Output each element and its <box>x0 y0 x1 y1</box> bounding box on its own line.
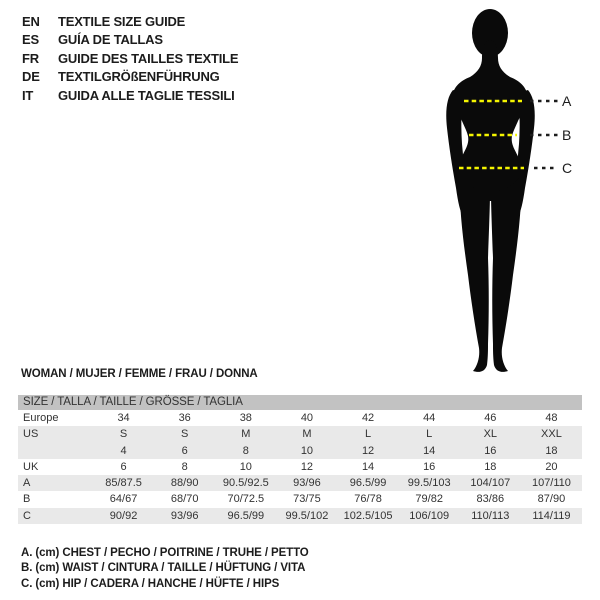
size-cell: 79/82 <box>415 493 443 506</box>
size-cell: 99.5/103 <box>407 477 451 490</box>
language-title: GUÍA DE TALLAS <box>58 32 163 48</box>
language-code: IT <box>22 87 34 103</box>
size-cell: 87/90 <box>537 493 566 506</box>
language-row <box>22 31 238 49</box>
table-row <box>18 426 582 442</box>
size-cell: 16 <box>423 460 436 473</box>
language-code: FR <box>22 50 39 66</box>
size-cell: 8 <box>242 444 249 457</box>
size-cell: 90.5/92.5 <box>222 477 269 490</box>
size-cell: 96.5/99 <box>227 509 265 522</box>
language-code: ES <box>22 32 39 48</box>
size-cell: 93/96 <box>293 477 321 490</box>
row-label: UK <box>23 460 39 473</box>
size-cell: 6 <box>181 444 188 457</box>
size-cell: 12 <box>300 460 314 473</box>
row-label: C <box>23 509 31 522</box>
size-cell: 10 <box>239 460 252 473</box>
size-cell: 20 <box>545 460 558 473</box>
size-cell: 6 <box>120 460 127 473</box>
size-cell: 34 <box>117 412 130 424</box>
language-title: GUIDE DES TAILLES TEXTILE <box>58 50 239 66</box>
size-cell: 14 <box>361 460 375 473</box>
size-cell: M <box>241 428 251 441</box>
size-cell: 14 <box>423 444 436 457</box>
row-label: US <box>23 428 39 441</box>
size-cell: XL <box>483 428 498 441</box>
row-label: B <box>23 493 31 506</box>
row-label: Europe <box>23 412 59 424</box>
table-row <box>18 459 582 475</box>
size-cell: 104/107 <box>470 477 511 490</box>
size-cell: 64/67 <box>109 493 138 506</box>
woman-silhouette-figure <box>400 0 600 380</box>
language-title-list <box>22 13 238 105</box>
size-cell: S <box>119 428 128 441</box>
language-code: DE <box>22 69 40 85</box>
size-cell: 114/119 <box>532 509 571 522</box>
size-cell: 107/110 <box>531 477 571 490</box>
size-cell: 90/92 <box>109 509 138 522</box>
measure-label-b: B <box>562 127 572 143</box>
size-cell: L <box>426 428 433 441</box>
size-cell: 40 <box>300 412 314 424</box>
size-cell: XXL <box>541 428 562 441</box>
measure-label-c: C <box>562 160 573 176</box>
size-cell: 4 <box>120 444 127 457</box>
size-cell: 10 <box>300 444 314 457</box>
size-cell: 76/78 <box>354 493 382 506</box>
size-cell: 18 <box>545 444 558 457</box>
woman-silhouette <box>446 9 535 372</box>
size-cell: 106/109 <box>409 509 450 522</box>
gender-heading: WOMAN / MUJER / FEMME / FRAU / DONNA <box>21 368 258 380</box>
language-row <box>22 68 238 86</box>
table-row <box>18 491 582 507</box>
language-row <box>22 50 238 68</box>
size-cell: 93/96 <box>170 509 199 522</box>
size-cell: 110/113 <box>471 509 510 522</box>
size-cell: 36 <box>178 412 191 424</box>
size-cell: 68/70 <box>170 493 199 506</box>
size-cell: 83/86 <box>476 493 505 506</box>
language-code: EN <box>22 14 40 29</box>
table-row <box>18 475 582 491</box>
legend-row: C. (cm) HIP / CADERA / HANCHE / HÜFTE / HIPS <box>21 577 280 590</box>
language-title: TEXTILGRÖßENFÜHRUNG <box>58 69 220 85</box>
row-label: A <box>23 477 31 490</box>
size-cell: L <box>365 428 372 441</box>
size-cell: 85/87.5 <box>105 477 142 490</box>
size-cell: 48 <box>545 412 558 424</box>
legend-row: B. (cm) WAIST / CINTURA / TAILLE / HÜFTUNG / VITA <box>21 562 306 575</box>
table-row <box>18 508 582 524</box>
silhouette-left-leg <box>460 168 490 372</box>
size-cell: 96.5/99 <box>349 477 387 490</box>
language-row <box>22 87 238 105</box>
language-title: GUIDA ALLE TAGLIE TESSILI <box>58 87 235 103</box>
size-cell: 102.5/105 <box>343 509 393 522</box>
measure-label-a: A <box>562 93 572 109</box>
table-row <box>18 410 582 426</box>
size-cell: 46 <box>484 412 497 424</box>
size-cell: 8 <box>181 460 188 473</box>
size-cell: 42 <box>361 412 375 424</box>
size-cell: S <box>181 428 189 441</box>
size-cell: 88/90 <box>170 477 199 490</box>
size-table-header: SIZE / TALLA / TAILLE / GRÖSSE / TAGLIA <box>18 395 582 410</box>
legend-row: A. (cm) CHEST / PECHO / POITRINE / TRUHE / PETTO <box>21 547 309 559</box>
size-cell: 16 <box>484 444 497 457</box>
table-row <box>18 443 582 459</box>
size-cell: 44 <box>423 412 436 424</box>
size-cell: 18 <box>484 460 497 473</box>
size-cell: 38 <box>239 412 252 424</box>
size-cell: M <box>302 428 312 441</box>
size-table <box>18 395 582 524</box>
silhouette-svg <box>400 0 600 380</box>
size-cell: 70/72.5 <box>227 493 265 506</box>
size-cell: 99.5/102 <box>285 509 329 522</box>
size-cell: 12 <box>361 444 375 457</box>
language-title: TEXTILE SIZE GUIDE <box>58 14 186 29</box>
language-row <box>22 13 238 31</box>
size-table-rows <box>18 410 582 524</box>
silhouette-right-leg <box>491 168 521 372</box>
size-cell: 73/75 <box>293 493 321 506</box>
measurement-legend <box>21 546 309 592</box>
